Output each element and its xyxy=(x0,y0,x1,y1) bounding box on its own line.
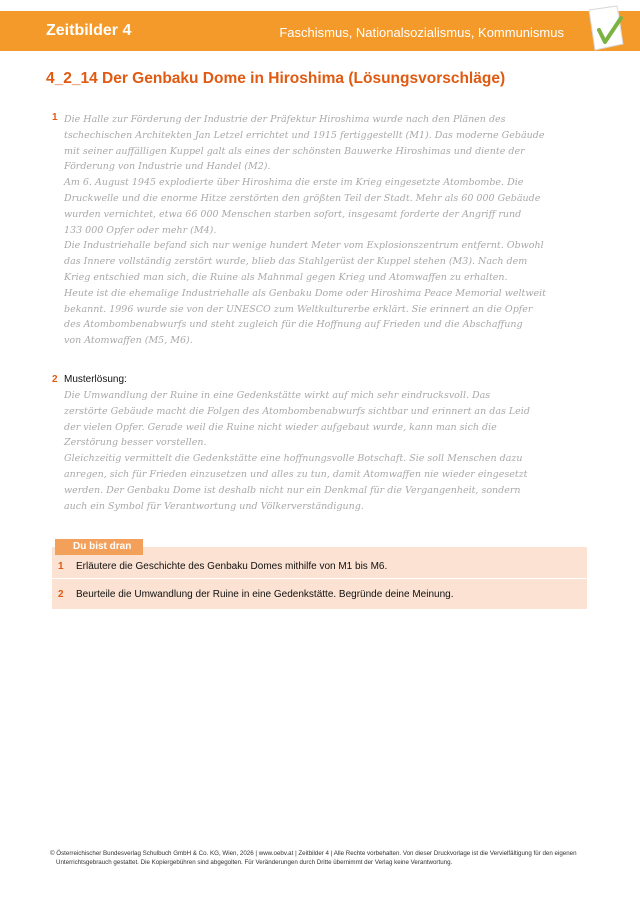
footer-line: Unterrichtsgebrauch gestattet. Die Kopiergebühren sind abgegolten. Für Veränderungen durch Dritte übernimmt der Verlag keine Verantwortung. xyxy=(56,858,453,866)
answer-line: auch ein Symbol für Verantwortung und Völkerverständigung. xyxy=(64,500,364,512)
answer-line: Förderung von Industrie und Handel (M2). xyxy=(64,161,271,173)
answer-line: zerstörte Gebäude macht die Folgen des Atombombenabwurfs sichtbar und erinnert an das Leid xyxy=(64,405,530,417)
box-task-number: 2 xyxy=(58,589,64,600)
page-header xyxy=(0,0,640,62)
task-number: 1 xyxy=(52,112,58,123)
box-task-text: Erläutere die Geschichte des Genbaku Domes mithilfe von M1 bis M6. xyxy=(76,561,388,572)
answer-line: Gleichzeitig vermittelt die Gedenkstätte eine hoffnungsvolle Botschaft. Sie soll Menschen dazu xyxy=(64,453,523,465)
task-number: 2 xyxy=(52,374,58,385)
task-box-tab xyxy=(55,539,143,555)
answer-line: Zerstörung besser vorstellen. xyxy=(64,437,207,449)
answer-line: mit seiner auffälligen Kuppel galt als eines der schönsten Bauwerke Hiroshimas und diente der xyxy=(64,145,525,157)
answer-line: Die Umwandlung der Ruine in eine Gedenkstätte wirkt auf mich sehr eindrucksvoll. Das xyxy=(64,390,491,401)
box-task-number: 1 xyxy=(58,561,64,572)
answer-line: anregen, sich für Frieden einzusetzen und alles zu tun, damit Atomwaffen nie wieder eingesetzt xyxy=(64,468,528,480)
page-footer xyxy=(50,850,610,867)
answer-line: Am 6. August 1945 explodierte über Hiroshima die erste im Krieg eingesetzte Atombombe. Die xyxy=(64,177,524,189)
answer-line: Die Industriehalle befand sich nur wenige hundert Meter vom Explosionszentrum entfernt. Obwohl xyxy=(64,240,544,252)
answer-line: tschechischen Architekten Jan Letzel errichtet und 1915 fertiggestellt (M1). Das moderne Gebäude xyxy=(64,129,545,141)
answer-line: das Innere vollständig zerstört wurde, blieb das Stahlgerüst der Kuppel stehen (M3). Nach dem xyxy=(64,256,528,268)
sample-solution-label: Musterlösung: xyxy=(64,374,127,385)
answer-line: des Atombombenabwurfs und steht zugleich für die Hoffnung auf Frieden und die Abschaffung xyxy=(64,319,523,331)
answer-line: Die Halle zur Förderung der Industrie der Präfektur Hiroshima wurde nach den Plänen des xyxy=(64,114,506,125)
answer-line: werden. Der Genbaku Dome ist deshalb nicht nur ein Denkmal für die Vergangenheit, sondern xyxy=(64,484,521,496)
answer-line: Krieg entschied man sich, die Ruine als Mahnmal gegen Krieg und Atomwaffen zu erhalten. xyxy=(64,271,508,283)
box-task-text: Beurteile die Umwandlung der Ruine in eine Gedenkstätte. Begründe deine Meinung. xyxy=(76,589,454,600)
answer-line: bekannt. 1996 wurde sie von der UNESCO zum Weltkulturerbe erklärt. Sie erinnert an die Opfer xyxy=(64,303,533,315)
box-divider xyxy=(52,578,587,579)
footer-line: © Österreichischer Bundesverlag Schulbuch GmbH & Co. KG, Wien, 2026 | www.oebv.at | Zeitbilder 4 | Alle Rechte vorbehalten. Von dieser Druckvorlage ist die Vervielfältigung für den eigenen xyxy=(50,850,577,857)
worksheet-check-icon xyxy=(579,4,631,56)
task-box-title: Du bist dran xyxy=(73,541,132,552)
answer-line: Heute ist die ehemalige Industriehalle als Genbaku Dome oder Hiroshima Peace Memorial weltweit xyxy=(64,287,546,299)
answer-line: 133 000 Opfer oder mehr (M4). xyxy=(64,224,217,236)
task-box xyxy=(52,547,587,609)
task-2-answer xyxy=(64,374,530,514)
task-1-answer xyxy=(64,112,546,349)
answer-line: Druckwelle und die enorme Hitze zerstörten den größten Teil der Stadt. Mehr als 60 000 Gebäude xyxy=(64,192,541,204)
answer-line: von Atomwaffen (M5, M6). xyxy=(64,335,193,347)
chapter-subject: Faschismus, Nationalsozialismus, Kommunismus xyxy=(279,25,564,40)
page-title: 4_2_14 Der Genbaku Dome in Hiroshima (Lösungsvorschläge) xyxy=(46,70,506,87)
answer-line: wurden vernichtet, etwa 66 000 Menschen starben sofort, insgesamt forderte der Angriff rund xyxy=(64,208,522,220)
answer-line: der vielen Opfer. Gerade weil die Ruine nicht wieder aufgebaut wurde, kann man sich die xyxy=(64,421,497,433)
book-title: Zeitbilder 4 xyxy=(46,22,132,39)
